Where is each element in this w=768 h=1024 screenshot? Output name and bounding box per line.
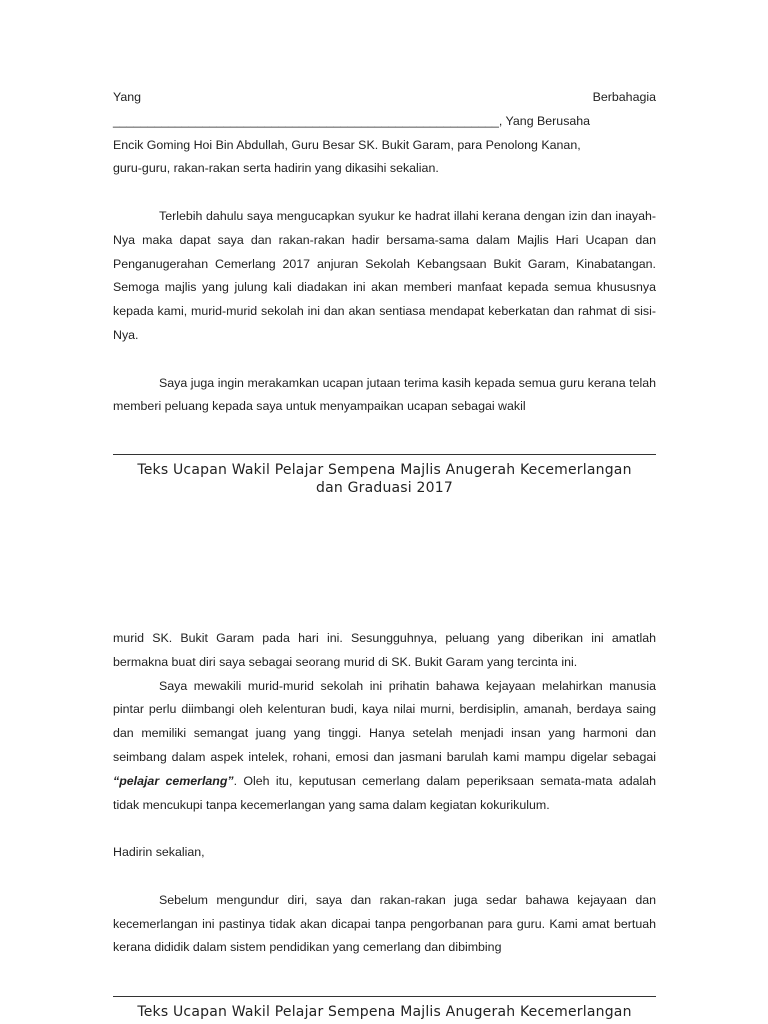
footer2-divider [113, 996, 656, 997]
paragraph-thanks: Saya juga ingin merakamkan ucapan jutaan terima kasih kepada semua guru kerana telah memberi peluang kepada saya untuk menyampaikan ucapan sebagai wakil [113, 375, 656, 414]
salutation-line1 [113, 86, 656, 110]
salutation-line2: ________________________________________________________, Yang Berusaha [113, 113, 591, 128]
balance-text-before: Saya mewakili murid-murid sekolah ini prihatin bahawa kejayaan melahirkan manusia pintar perlu diimbangi oleh kelenturan budi, kaya nilai murni, berdisiplin, amanah, berdaya saing dan memiliki semangat juang yang tinggi. Hanya setelah menjadi insan yang harmoni dan seimbang dalam aspek intelek, rohani, emosi dan jasmani barulah kami mampu digelar sebagai [113, 678, 656, 764]
balance-text-after: . Oleh itu, keputusan cemerlang dalam peperiksaan semata-mata adalah tidak mencukupi tanpa kecemerlangan yang sama dalam kegiatan kokurikulum. [113, 773, 657, 812]
footer-divider [113, 454, 656, 455]
paragraph-balance [113, 675, 656, 818]
salutation-line4: guru-guru, rakan-rakan serta hadirin yang dikasihi sekalian. [113, 161, 439, 176]
spacer [113, 865, 656, 889]
greeting-hadirin: Hadirin sekalian, [113, 845, 205, 860]
spacer [113, 181, 656, 205]
paragraph-closing: Sebelum mengundur diri, saya dan rakan-rakan juga sedar bahawa kejayaan dan kecemerlangan ini pastinya tidak akan dicapai tanpa pengorbanan para guru. Kami amat bertuah kerana dididik dalam sistem pendidikan yang cemerlang dan dibimbing [113, 892, 656, 955]
salutation-right: Berbahagia [592, 90, 656, 104]
spacer [113, 348, 656, 372]
spacer [113, 817, 656, 841]
paragraph-continuation: murid SK. Bukit Garam pada hari ini. Sesungguhnya, peluang yang diberikan ini amatlah bermakna buat diri saya sebagai seorang murid di SK. Bukit Garam yang tercinta ini. [113, 631, 656, 669]
emphasis-pelajar-cemerlang: “pelajar cemerlang” [113, 773, 234, 788]
page2-body [113, 627, 656, 960]
footer-title [113, 461, 656, 497]
footer-title-line2: dan Graduasi 2017 [316, 480, 453, 496]
footer2-title-line1: Teks Ucapan Wakil Pelajar Sempena Majlis Anugerah Kecemerlangan [137, 1004, 632, 1020]
footer-title-line1: Teks Ucapan Wakil Pelajar Sempena Majlis Anugerah Kecemerlangan [137, 462, 632, 478]
footer2-title [113, 1003, 656, 1021]
page1-body [113, 86, 656, 419]
paragraph-intro: Terlebih dahulu saya mengucapkan syukur ke hadrat illahi kerana dengan izin dan inayah-Nya maka dapat saya dan rakan-rakan hadir bersama-sama dalam Majlis Hari Ucapan dan Penganugerahan Cemerlang 2017 anjuran Sekolah Kebangsaan Bukit Garam, Kinabatangan. Semoga majlis yang julung kali diadakan ini akan memberi manfaat kepada semua khususnya kepada kami, murid-murid sekolah ini dan akan sentiasa mendapat keberkatan dan rahmat di sisi-Nya. [113, 208, 656, 342]
salutation-left: Yang [113, 90, 142, 104]
salutation-line3: Encik Goming Hoi Bin Abdullah, Guru Besar SK. Bukit Garam, para Penolong Kanan, [113, 137, 581, 152]
